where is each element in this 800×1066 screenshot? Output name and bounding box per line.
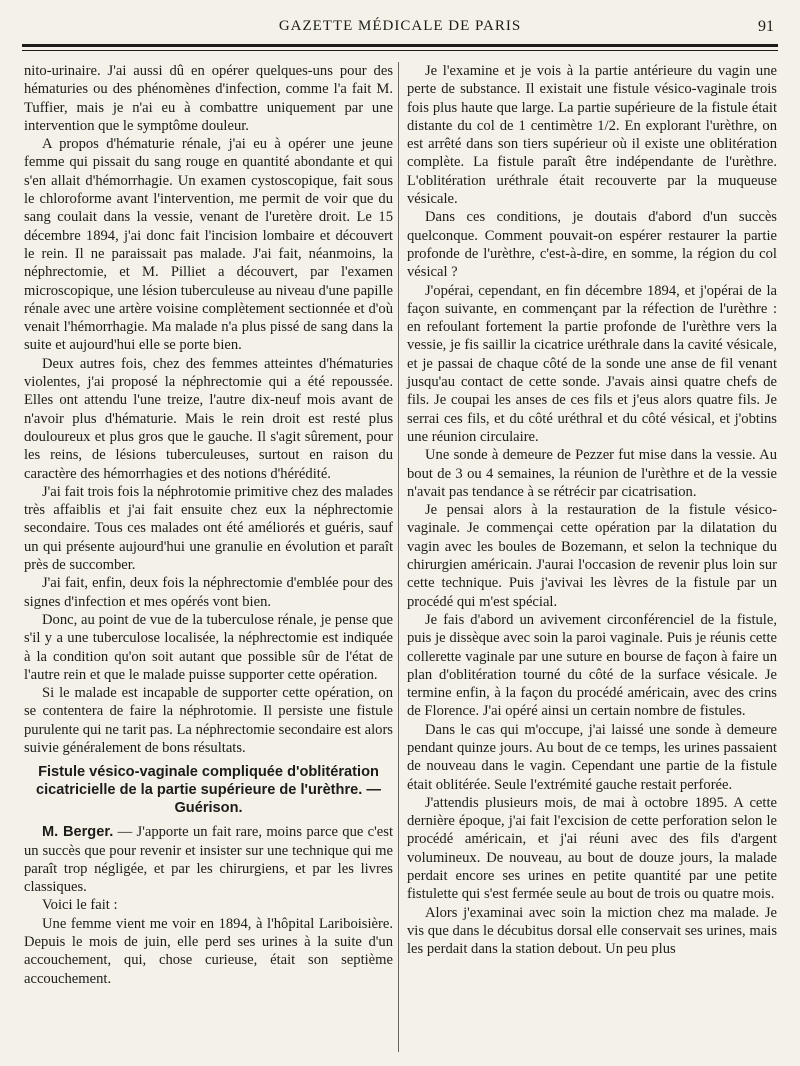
paragraph: J'attendis plusieurs mois, de mai à octobre 1895. A cette dernière époque, j'ai fait l'excision de cette perforation selon le procédé américain, et j'ai réuni avec des fils d'argent volumineux. De nouveau, au bout de douze jours, la malade perdait encore ses urines en petite quantité par une petite fistulette qui s'est fermée seule au bout de trois ou quatre mois.	[407, 794, 777, 903]
paragraph: A propos d'hématurie rénale, j'ai eu à opérer une jeune femme qui pissait du sang rouge en quantité abondante et qui s'en allait d'hémorrhagie. Un examen cystoscopique, fait sous le chloroforme avant l'intervention, me permit de voir que du sang coulait dans la vessie, venant de l'uretère droit. Le 15 décembre 1894, j'ai donc fait l'incision lombaire et découvert le rein. Il ne paraissait pas malade. J'ai fait, néanmoins, la néphrectomie, et M. Pilliet a découvert, par l'examen microscopique, une lésion tuberculeuse au niveau d'une papille rénale avec une artère voisine complètement sectionnée et d'où venait l'hémorrhagie. Ma malade n'a plus pissé de sang dans la suite et aujourd'hui elle se porte bien.	[24, 136, 393, 354]
speaker-text: — J'apporte un fait rare, moins parce que c'est un succès que pour revenir et insister sur une technique qui me paraît trop négligée, et par les chirurgiens, et par les livres classiques.	[24, 824, 394, 896]
running-title: GAZETTE MÉDICALE DE PARIS	[278, 18, 522, 34]
paragraph: Je pensai alors à la restauration de la fistule vésico-vaginale. Je commençai cette opération par la dilatation du vagin avec les boules de Bozemann, et selon la technique du chirurgien américain. J'aurai l'occasion de revenir plus loin sur cette technique. Puis j'avivai les lèvres de la fistule par un procédé qui m'est spécial.	[407, 502, 777, 610]
speaker-name: M. Berger.	[42, 824, 114, 841]
paragraph: Je l'examine et je vois à la partie antérieure du vagin une perte de substance. Il existait une fistule vésico-vaginale trois fois plus haute que large. La partie supérieure de la fistule était distante du col de 1 centimètre 1/2. En explorant l'urèthre, on est arrêté dans son tiers supérieur où il existe une oblitération complète. La fistule paraît être indépendante de l'urèthre. L'oblitération uréthrale était recouverte par la muqueuse vésicale.	[407, 63, 777, 208]
paragraph: J'ai fait, enfin, deux fois la néphrectomie d'emblée pour des signes d'infection et mes opérés vont bien.	[24, 575, 393, 610]
paragraph: J'ai fait trois fois la néphrotomie primitive chez des malades très affaiblis et j'ai fait ensuite chez eux la néphrectomie secondaire. Tous ces malades ont été améliorés et guéris, sauf un qui présente aujourd'hui une granulie en évolution et paraît près de succomber.	[24, 483, 393, 574]
paragraph: Alors j'examinai avec soin la miction chez ma malade. Je vis que dans le décubitus dorsal elle conservait ses urines, mais les perdait dans la station debout. Un peu plus	[407, 904, 777, 958]
paragraph: Voici le fait :	[42, 897, 118, 914]
header-rule-thin	[22, 50, 778, 51]
section-title: Fistule vésico-vaginale compliquée d'oblitération cicatricielle de la partie supérieure de l'urèthre. — Guérison.	[36, 764, 381, 817]
left-column	[24, 62, 393, 988]
paragraph: Une sonde à demeure de Pezzer fut mise dans la vessie. Au bout de 3 ou 4 semaines, la réunion de l'urèthre et de la vessie n'avait pas tendance à se rétrécir par cicatrisation.	[407, 447, 777, 500]
paragraph: Je fais d'abord un avivement circonférenciel de la fistule, puis je dissèque avec soin la paroi vaginale. Puis je réunis cette collerette vaginale par une suture en bourse de façon à faire un plan d'oblitération tourné du côté de la surface vésicale. Je termine enfin, à la façon du procédé américain, avec des crins de Florence. J'ai opéré ainsi un certain nombre de fistules.	[407, 611, 777, 720]
page-number: 91	[758, 18, 774, 35]
paragraph: Donc, au point de vue de la tuberculose rénale, je pense que s'il y a une tuberculose localisée, la néphrectomie est indiquée à la condition qu'on soit autant que possible sûr de l'état de l'autre rein et que le malade puisse supporter cette opération.	[24, 611, 393, 683]
page-header	[22, 14, 778, 38]
right-column	[407, 62, 777, 959]
paragraph: Dans ces conditions, je doutais d'abord d'un succès quelconque. Comment pouvait-on espérer restaurer la partie profonde de l'urèthre, c'est-à-dire, en somme, la région du col vésical ?	[407, 209, 777, 281]
paragraph: Deux autres fois, chez des femmes atteintes d'hématuries violentes, j'ai proposé la néphrectomie qui a été repoussée. Elles ont attendu l'une treize, l'autre dix-neuf mois avant de n'avoir plus d'hématurie. Mais le rein droit est resté plus douloureux et plus gros que le gauche. Il s'agit sûrement, pour les reins, de lésions tuberculeuses, surtout en raison du caractère des hémorrhagies et des notions d'hérédité.	[24, 355, 393, 482]
paragraph: Une femme vient me voir en 1894, à l'hôpital Lariboisière. Depuis le mois de juin, elle perd ses urines à la suite d'un accouchement, qui, chose curieuse, était son septième accouchement.	[24, 915, 393, 987]
header-rule-thick	[22, 44, 778, 47]
paragraph: J'opérai, cependant, en fin décembre 1894, et j'opérai de la façon suivante, en commençant par la réfection de l'urèthre : en refoulant fortement la partie profonde de l'urèthre vers la vessie, je fis saillir la cicatrice uréthrale dans la cavité vésicale, et je passai de chaque côté de la sonde une anse de fil venant jusqu'au contact de cette sonde. J'avais ainsi quatre chefs de fils. Je coupai les anses de ces fils et j'eus alors quatre fils. Je serrai ces fils, et du côté uréthral et du côté vésical, et j'obtins une réunion circulaire.	[407, 282, 777, 445]
column-divider	[398, 62, 399, 1052]
paragraph: nito-urinaire. J'ai aussi dû en opérer quelques-uns pour des hématuries ou des phénomènes d'infection, comme l'a fait M. Tuffier, mais je n'ai eu à combattre uniquement par une intervention que le symptôme douleur.	[24, 63, 393, 134]
paragraph: Dans le cas qui m'occupe, j'ai laissé une sonde à demeure pendant quinze jours. Au bout de ce temps, les urines passaient de nouveau dans le vagin. Cependant une partie de la fistule était oblitérée. Seule l'extrémité gauche restait perforée.	[407, 721, 777, 793]
speaker-paragraph	[24, 823, 393, 896]
paragraph: Si le malade est incapable de supporter cette opération, on se contentera de faire la néphrotomie. Il persiste une fistule purulente qui ne tarit pas. La néphrectomie secondaire est alors suivie généralement de bons résultats.	[24, 685, 393, 756]
